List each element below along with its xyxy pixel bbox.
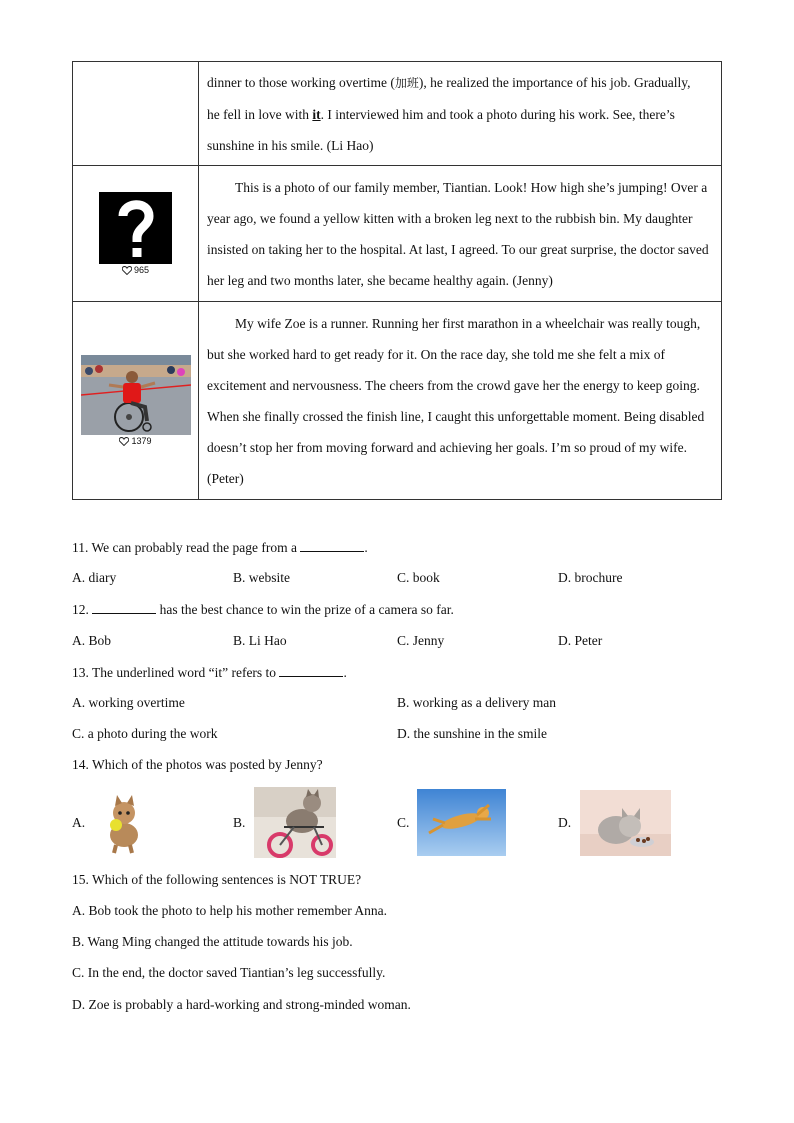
q11-option-a[interactable]: A. diary (72, 570, 117, 585)
q15-option-d[interactable]: D. Zoe is probably a hard-working and strong-minded woman. (72, 997, 411, 1012)
q15-option-b[interactable]: B. Wang Ming changed the attitude towards his job. (72, 934, 353, 949)
q14-option-b[interactable]: B. (233, 815, 246, 830)
answer-blank (300, 539, 364, 552)
q15-option-a[interactable]: A. Bob took the photo to help his mother remember Anna. (72, 903, 387, 918)
answer-blank (279, 664, 343, 677)
q15-option-c[interactable]: C. In the end, the doctor saved Tiantian’s leg successfully. (72, 965, 386, 980)
q12-option-c[interactable]: C. Jenny (397, 633, 445, 648)
answer-blank (92, 601, 156, 614)
heart-icon[interactable] (122, 266, 132, 275)
q12-option-a[interactable]: A. Bob (72, 633, 112, 648)
q14-option-a[interactable]: A. (72, 815, 86, 830)
kitten-eating-photo[interactable] (580, 790, 671, 856)
post-image-cell-empty (73, 62, 199, 166)
post-row-jenny (73, 166, 722, 302)
q11-option-b[interactable]: B. website (233, 570, 290, 585)
photo-posts-table (72, 61, 722, 500)
q13-option-a[interactable]: A. working overtime (72, 695, 185, 710)
question-15: 15. Which of the following sentences is NOT TRUE? (72, 872, 362, 887)
q13-option-d[interactable]: D. the sunshine in the smile (397, 726, 547, 741)
leaping-cat-photo[interactable] (417, 789, 506, 856)
q14-option-d[interactable]: D. (558, 815, 572, 830)
post-image-cell-jenny (73, 166, 199, 302)
underlined-word-it: it (312, 106, 321, 122)
question-mark-placeholder-image (99, 192, 172, 264)
question-13: 13. The underlined word “it” refers to . (72, 665, 347, 680)
heart-icon[interactable] (119, 437, 129, 446)
post-row-peter (73, 302, 722, 500)
q12-option-d[interactable]: D. Peter (558, 633, 603, 648)
wheelchair-marathon-photo (81, 355, 191, 435)
like-count-peter[interactable]: 1379 (73, 436, 198, 446)
post-text-li-hao: dinner to those working overtime (加班), he realized the importance of his job. Gradually, he fell in love with it. I interviewed him and took a photo during his work. See, there’s sunshine in his smile. (Li Hao) (199, 62, 722, 166)
q11-option-d[interactable]: D. brochure (558, 570, 623, 585)
q13-option-c[interactable]: C. a photo during the work (72, 726, 218, 741)
question-12: 12. has the best chance to win the prize of a camera so far. (72, 602, 454, 617)
q12-option-b[interactable]: B. Li Hao (233, 633, 287, 648)
cat-in-wheelchair-photo[interactable] (254, 787, 336, 858)
q13-option-b[interactable]: B. working as a delivery man (397, 695, 556, 710)
kitten-with-ball-photo[interactable] (94, 789, 150, 855)
question-11: 11. We can probably read the page from a . (72, 540, 368, 555)
like-count-jenny[interactable]: 965 (73, 265, 198, 275)
q14-option-c[interactable]: C. (397, 815, 410, 830)
post-image-cell-peter (73, 302, 199, 500)
post-text-peter: My wife Zoe is a runner. Running her first marathon in a wheelchair was really tough, but she worked hard to get ready for it. On the race day, she told me she felt a mix of excitement and nervousness. The cheers from the crowd gave her the energy to keep going. When she finally crossed the finish line, I caught this unforgettable moment. Being disabled doesn’t stop her from moving forward and achieving her goals. I’m so proud of my wife. (Peter) (199, 302, 722, 500)
q11-option-c[interactable]: C. book (397, 570, 440, 585)
post-row-li-hao (73, 62, 722, 166)
question-14: 14. Which of the photos was posted by Jenny? (72, 757, 323, 772)
post-text-jenny: This is a photo of our family member, Tiantian. Look! How high she’s jumping! Over a year ago, we found a yellow kitten with a broken leg next to the rubbish bin. My daughter insisted on taking her to the hospital. At last, I agreed. To our great surprise, the doctor saved her leg and two months later, she became healthy again. (Jenny) (199, 166, 722, 302)
